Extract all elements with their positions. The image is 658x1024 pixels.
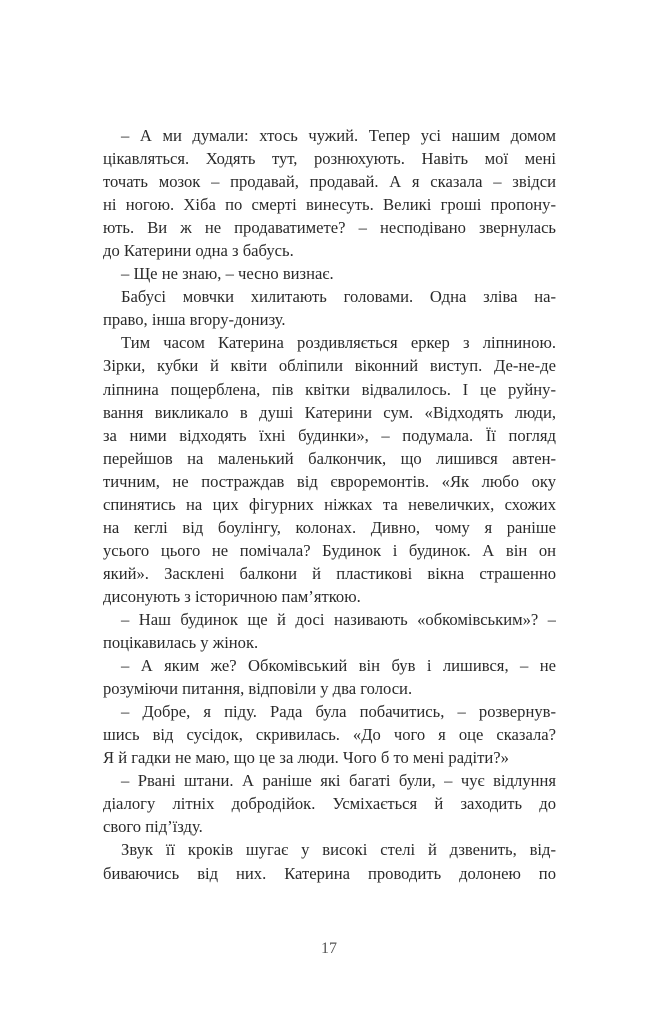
text-line: шись від сусідок, скривилась. «До чого я оце сказала? [103,725,556,745]
text-line: усього цього не помічала? Будинок і будинок. А він он [103,540,556,560]
text-line: точать мозок – продавай, продавай. А я сказала – звідси [103,172,556,192]
text-line: дисонують з історичною пам’яткою. [103,586,361,606]
text-line: Я й гадки не маю, що це за люди. Чого б то мені радіти?» [103,748,509,768]
text-line: свого під’їзду. [103,817,203,837]
text-line: цікавляться. Ходять тут, рознюхують. Навіть мої мені [103,149,556,169]
body-text [103,124,556,885]
text-line: ліпнина пощерблена, пів квітки відвалилось. І це руйну- [103,379,556,399]
text-line: спинятись на цих фігурних ніжках та невеличких, схожих [103,494,556,514]
text-line: – А ми думали: хтось чужий. Тепер усі нашим домом [121,126,556,145]
text-line: биваючись від них. Катерина проводить долонею по [103,863,556,883]
text-line: перейшов на маленький балкончик, що лишився автен- [103,448,556,468]
text-line: до Катерини одна з бабусь. [103,241,294,261]
text-line: тичним, не постраждав від євроремонтів. «Як любо оку [103,471,556,491]
text-line: – А яким же? Обкомівський він був і лишився, – не [121,656,556,676]
text-line: ють. Ви ж не продаватимете? – несподівано звернулась [103,218,556,238]
text-line: Звук її кроків шугає у високі стелі й дзвенить, від- [121,840,556,860]
text-line: Бабусі мовчки хилитають головами. Одна зліва на- [121,287,556,307]
text-line: поцікавилась у жінок. [103,633,259,653]
text-line: на кеглі від боулінгу, колонах. Дивно, чому я раніше [103,517,556,537]
text-line: – Наш будинок ще й досі називають «обкомівським»? – [121,609,556,629]
text-line: право, інша вгору-донизу. [103,310,286,330]
text-line: – Ще не знаю, – чесно визнає. [121,264,334,284]
text-line: який». Засклені балкони й пластикові вікна страшенно [103,563,556,583]
text-line: – Рвані штани. А раніше які багаті були, – чує відлуння [121,771,556,791]
text-line: Зірки, кубки й квіти обліпили віконний виступ. Де-не-де [103,356,556,376]
text-line: за ними відходять їхні будинки», – подумала. Її погляд [103,425,556,445]
text-line: Тим часом Катерина роздивляється еркер з ліпниною. [121,333,556,353]
text-line: вання викликало в душі Катерини сум. «Відходять люди, [103,402,556,422]
text-line: ні ногою. Хіба по смерті винесуть. Великі гроші пропону- [103,195,556,215]
text-line: розуміючи питання, відповіли у два голоси. [103,679,413,699]
text-line: – Добре, я піду. Рада була побачитись, – розвернув- [121,702,556,722]
page-number: 17 [321,940,337,957]
text-line: діалогу літніх добродійок. Усміхається й заходить до [103,794,556,814]
